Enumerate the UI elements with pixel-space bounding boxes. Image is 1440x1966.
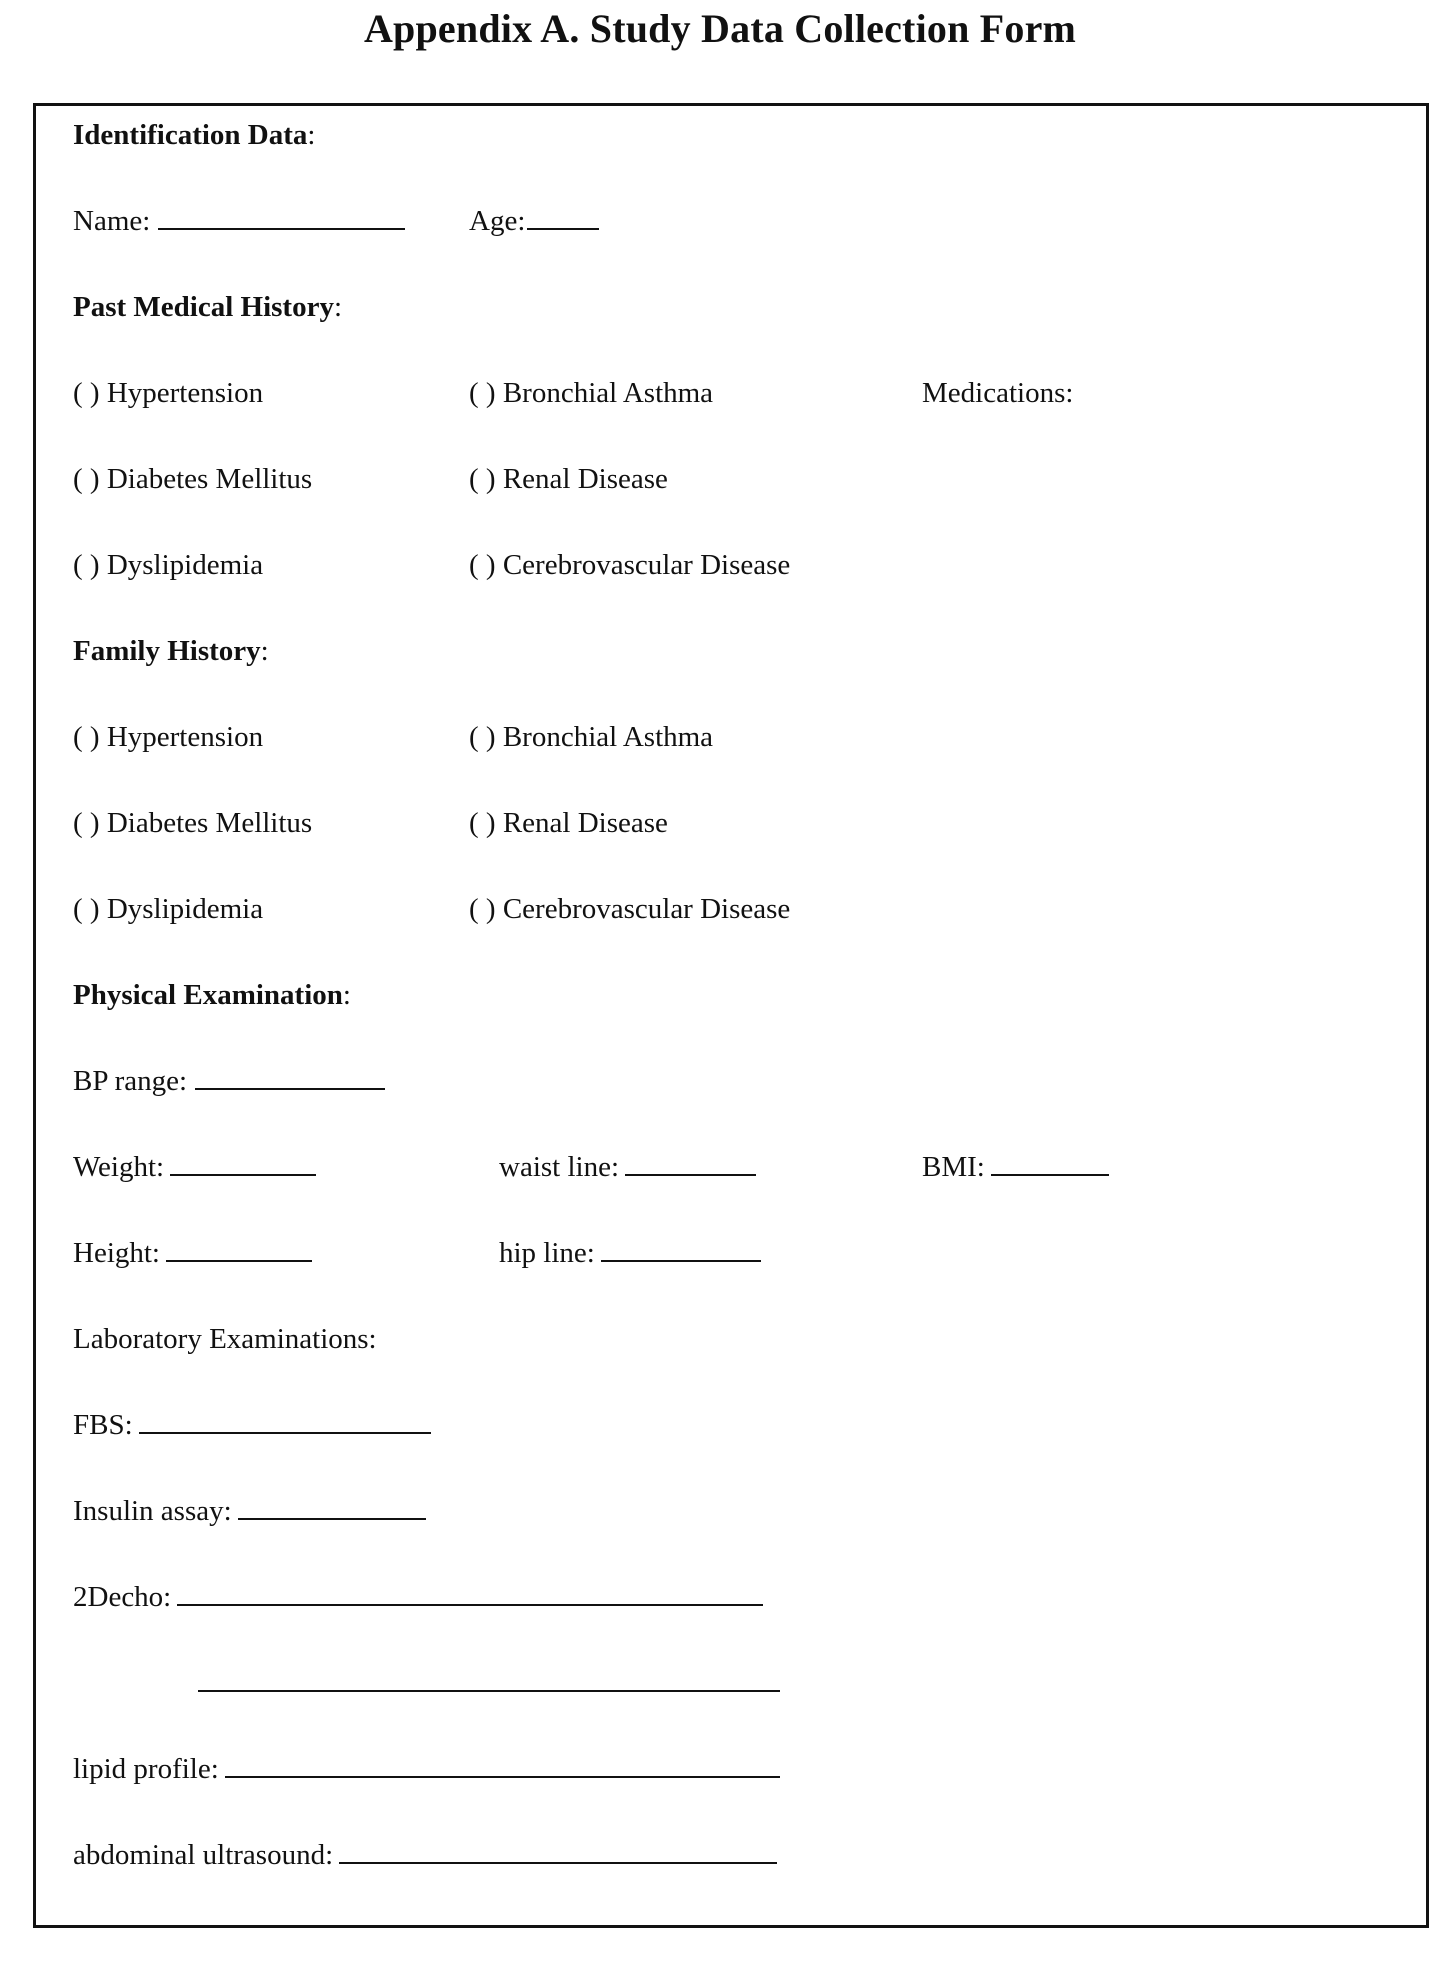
pmh-item-dyslipidemia: Dyslipidemia <box>106 549 264 581</box>
insulin-assay-label: Insulin assay: <box>73 1495 232 1527</box>
height-label: Height: <box>73 1237 160 1269</box>
pmh-checkbox-cerebrovascular-disease[interactable] <box>469 547 790 583</box>
2decho-continuation-blank[interactable] <box>198 1688 780 1692</box>
page-title: Appendix A. Study Data Collection Form <box>363 6 1077 51</box>
fh-item-dyslipidemia: Dyslipidemia <box>106 893 264 925</box>
fh-item-renal-disease: Renal Disease <box>502 807 668 839</box>
lipid-profile-label: lipid profile: <box>73 1753 219 1785</box>
pmh-item-diabetes-mellitus: Diabetes Mellitus <box>106 463 313 495</box>
hip-line-field[interactable] <box>499 1235 761 1271</box>
family-history-heading <box>73 633 269 669</box>
2decho-continuation[interactable] <box>198 1665 780 1701</box>
past-medical-history-heading-colon: : <box>333 291 343 323</box>
age-label: Age: <box>469 205 526 237</box>
pmh-checkbox-diabetes-mellitus[interactable] <box>73 461 312 497</box>
pmh-item-bronchial-asthma: Bronchial Asthma <box>502 377 714 409</box>
fh-checkbox-mark[interactable]: ( ) <box>73 807 100 839</box>
pmh-checkbox-mark[interactable]: ( ) <box>73 549 100 581</box>
fh-item-diabetes-mellitus: Diabetes Mellitus <box>106 807 313 839</box>
identification-heading-colon: : <box>307 119 316 151</box>
height-field[interactable] <box>73 1235 312 1271</box>
weight-blank[interactable] <box>170 1172 316 1176</box>
hip-line-blank[interactable] <box>601 1258 761 1262</box>
height-blank[interactable] <box>166 1258 312 1262</box>
bmi-label: BMI: <box>922 1151 985 1183</box>
bp-range-blank[interactable] <box>195 1086 385 1090</box>
abdominal-ultrasound-blank[interactable] <box>339 1860 777 1864</box>
pmh-item-hypertension: Hypertension <box>106 377 264 409</box>
fh-item-bronchial-asthma: Bronchial Asthma <box>502 721 714 753</box>
fh-checkbox-dyslipidemia[interactable] <box>73 891 263 927</box>
fbs-blank[interactable] <box>139 1430 431 1434</box>
waist-line-label: waist line: <box>499 1151 620 1183</box>
pmh-checkbox-mark[interactable]: ( ) <box>469 377 496 409</box>
lipid-profile-field[interactable] <box>73 1751 780 1787</box>
pmh-checkbox-mark[interactable]: ( ) <box>469 463 496 495</box>
fh-checkbox-mark[interactable]: ( ) <box>469 807 496 839</box>
family-history-heading-colon: : <box>260 635 269 667</box>
pmh-checkbox-hypertension[interactable] <box>73 375 263 411</box>
pmh-checkbox-renal-disease[interactable] <box>469 461 668 497</box>
bp-range-field[interactable] <box>73 1063 385 1099</box>
fh-checkbox-renal-disease[interactable] <box>469 805 668 841</box>
bmi-field[interactable] <box>922 1149 1109 1185</box>
weight-label: Weight: <box>73 1151 165 1183</box>
age-field[interactable] <box>469 203 599 239</box>
physical-examination-heading-text: Physical Examination <box>73 979 343 1011</box>
insulin-assay-blank[interactable] <box>238 1516 426 1520</box>
pmh-checkbox-mark[interactable]: ( ) <box>73 463 100 495</box>
age-blank[interactable] <box>527 226 599 230</box>
fh-checkbox-mark[interactable]: ( ) <box>73 893 100 925</box>
pmh-item-cerebrovascular-disease: Cerebrovascular Disease <box>502 549 791 581</box>
bmi-blank[interactable] <box>991 1172 1109 1176</box>
pmh-checkbox-bronchial-asthma[interactable] <box>469 375 713 411</box>
fh-checkbox-mark[interactable]: ( ) <box>469 893 496 925</box>
lipid-profile-blank[interactable] <box>225 1774 780 1778</box>
weight-field[interactable] <box>73 1149 316 1185</box>
fbs-field[interactable] <box>73 1407 431 1443</box>
past-medical-history-heading-text: Past Medical History <box>73 291 334 323</box>
name-label: Name: <box>73 205 151 237</box>
abdominal-ultrasound-label: abdominal ultrasound: <box>73 1839 334 1871</box>
identification-heading-text: Identification Data <box>73 119 308 151</box>
medications-label: Medications: <box>922 377 1074 409</box>
fh-checkbox-bronchial-asthma[interactable] <box>469 719 713 755</box>
physical-examination-heading <box>73 977 351 1013</box>
fh-item-cerebrovascular-disease: Cerebrovascular Disease <box>502 893 791 925</box>
pmh-checkbox-mark[interactable]: ( ) <box>73 377 100 409</box>
2decho-blank[interactable] <box>177 1602 763 1606</box>
past-medical-history-heading <box>73 289 342 325</box>
bp-range-label: BP range: <box>73 1065 188 1097</box>
identification-heading <box>73 117 315 153</box>
2decho-field[interactable] <box>73 1579 763 1615</box>
fh-checkbox-hypertension[interactable] <box>73 719 263 755</box>
pmh-checkbox-dyslipidemia[interactable] <box>73 547 263 583</box>
waist-line-blank[interactable] <box>625 1172 756 1176</box>
waist-line-field[interactable] <box>499 1149 756 1185</box>
name-blank[interactable] <box>158 226 405 230</box>
fbs-label: FBS: <box>73 1409 133 1441</box>
fh-checkbox-mark[interactable]: ( ) <box>73 721 100 753</box>
abdominal-ultrasound-field[interactable] <box>73 1837 777 1873</box>
hip-line-label: hip line: <box>499 1237 595 1269</box>
fh-checkbox-diabetes-mellitus[interactable] <box>73 805 312 841</box>
pmh-item-renal-disease: Renal Disease <box>502 463 668 495</box>
insulin-assay-field[interactable] <box>73 1493 426 1529</box>
name-field[interactable] <box>73 203 405 239</box>
fh-item-hypertension: Hypertension <box>106 721 264 753</box>
fh-checkbox-cerebrovascular-disease[interactable] <box>469 891 790 927</box>
2decho-label: 2Decho: <box>73 1581 172 1613</box>
pmh-checkbox-mark[interactable]: ( ) <box>469 549 496 581</box>
physical-examination-heading-colon: : <box>342 979 351 1011</box>
laboratory-examinations-heading: Laboratory Examinations: <box>73 1323 377 1355</box>
family-history-heading-text: Family History <box>73 635 261 667</box>
fh-checkbox-mark[interactable]: ( ) <box>469 721 496 753</box>
